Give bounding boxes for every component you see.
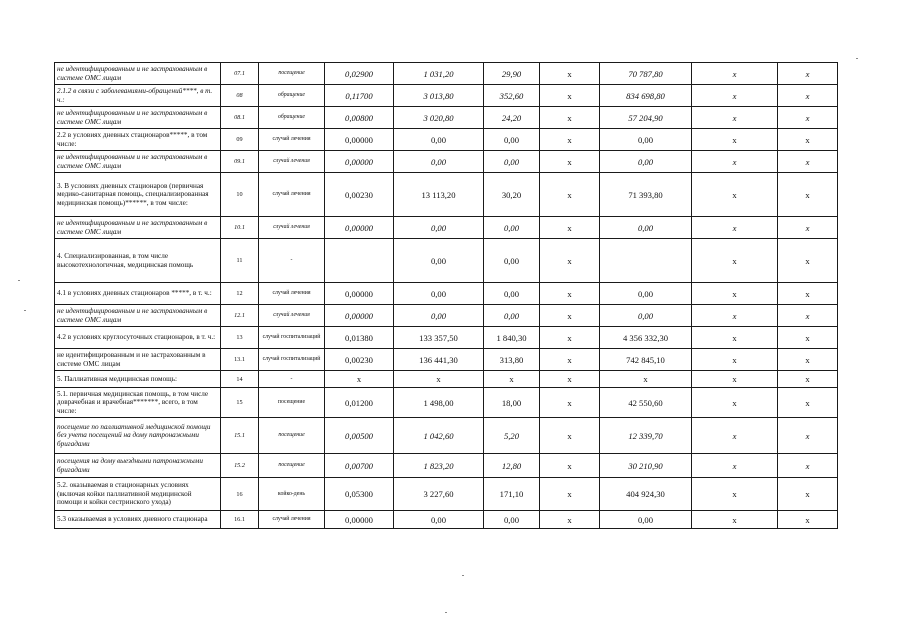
row-col9: х [692, 173, 778, 217]
row-code: 15 [221, 388, 259, 418]
row-name: 4. Специализированная, в том числе высокотехнологичная, медицинская помощь [55, 239, 221, 283]
row-col7: х [540, 478, 600, 511]
row-per-capita: 0,00 [484, 151, 540, 173]
row-code: 13.1 [221, 349, 259, 371]
table-row [55, 511, 838, 529]
row-col9: х [692, 151, 778, 173]
row-cost: 3 020,80 [394, 107, 484, 129]
row-norm: 0,00230 [325, 349, 394, 371]
scan-speck [18, 280, 20, 281]
row-col9: х [692, 217, 778, 239]
table-row [55, 305, 838, 327]
row-col7: х [540, 371, 600, 388]
row-unit: случай лечения [259, 283, 325, 305]
row-unit: случай лечения [259, 217, 325, 239]
row-col9: х [692, 371, 778, 388]
row-col9: х [692, 478, 778, 511]
row-name: 3. В условиях дневных стационаров (первичная медико-санитарная помощь, специализированная медицинская помощь)******, в том числе: [55, 173, 221, 217]
row-norm: 0,01200 [325, 388, 394, 418]
row-norm: х [325, 371, 394, 388]
row-code: 09 [221, 129, 259, 151]
row-unit: - [259, 239, 325, 283]
row-per-capita: 352,60 [484, 85, 540, 107]
table-row [55, 478, 838, 511]
row-col9: х [692, 283, 778, 305]
row-norm [325, 239, 394, 283]
row-total: 71 393,80 [600, 173, 692, 217]
row-unit: обращение [259, 107, 325, 129]
row-col9: х [692, 349, 778, 371]
row-cost: 0,00 [394, 151, 484, 173]
row-unit: случай лечения [259, 151, 325, 173]
row-col10: х [778, 217, 838, 239]
row-cost: 3 013,80 [394, 85, 484, 107]
table-row [55, 173, 838, 217]
row-cost: 0,00 [394, 239, 484, 283]
table-row [55, 107, 838, 129]
row-cost: 3 227,60 [394, 478, 484, 511]
row-name: 4.2 в условиях круглосуточных стационаров, в т. ч.: [55, 327, 221, 349]
row-cost: 0,00 [394, 217, 484, 239]
row-col7: х [540, 129, 600, 151]
row-cost: 0,00 [394, 129, 484, 151]
row-code: 11 [221, 239, 259, 283]
row-col7: х [540, 173, 600, 217]
row-col9: х [692, 305, 778, 327]
row-name: не идентифицированным и не застрахованным в системе ОМС лицам [55, 151, 221, 173]
row-name: 5.2. оказываемая в стационарных условиях (включая койки паллиативной медицинской помощи и койки сестринского ухода) [55, 478, 221, 511]
row-unit: случай госпитализаций [259, 327, 325, 349]
row-norm: 0,00000 [325, 511, 394, 529]
row-per-capita: 0,00 [484, 305, 540, 327]
table-row [55, 239, 838, 283]
table-body [55, 63, 838, 529]
row-unit: случай лечения [259, 305, 325, 327]
row-col10: х [778, 305, 838, 327]
row-code: 10.1 [221, 217, 259, 239]
row-unit: обращение [259, 85, 325, 107]
row-cost: 0,00 [394, 283, 484, 305]
row-col10: х [778, 478, 838, 511]
row-code: 16.1 [221, 511, 259, 529]
row-per-capita: 0,00 [484, 511, 540, 529]
row-total: 0,00 [600, 511, 692, 529]
row-cost: 13 113,20 [394, 173, 484, 217]
row-col10: х [778, 511, 838, 529]
row-total: 834 698,80 [600, 85, 692, 107]
row-norm: 0,00500 [325, 418, 394, 454]
row-cost: 1 042,60 [394, 418, 484, 454]
row-cost: 1 498,00 [394, 388, 484, 418]
table-row [55, 63, 838, 85]
row-col10: х [778, 418, 838, 454]
row-norm: 0,05300 [325, 478, 394, 511]
row-col9: х [692, 511, 778, 529]
scan-speck [462, 575, 464, 576]
row-unit: посещение [259, 418, 325, 454]
row-name: 5.1. первичная медицинская помощь, в том числе доврачебная и врачебная*******, всего, в том числе: [55, 388, 221, 418]
table-row [55, 283, 838, 305]
row-total: 742 845,10 [600, 349, 692, 371]
table-row [55, 371, 838, 388]
row-per-capita: 0,00 [484, 283, 540, 305]
row-total: 70 787,80 [600, 63, 692, 85]
row-per-capita: 0,00 [484, 239, 540, 283]
row-name: не идентифицированным и не застрахованным в системе ОМС лицам [55, 305, 221, 327]
row-col7: х [540, 239, 600, 283]
row-col10: х [778, 454, 838, 478]
row-total: 4 356 332,30 [600, 327, 692, 349]
row-col7: х [540, 349, 600, 371]
row-code: 08 [221, 85, 259, 107]
row-col7: х [540, 217, 600, 239]
row-name: не идентифицированным и не застрахованным в системе ОМС лицам [55, 217, 221, 239]
row-col9: х [692, 418, 778, 454]
row-code: 13 [221, 327, 259, 349]
row-code: 07.1 [221, 63, 259, 85]
row-col9: х [692, 239, 778, 283]
table-row [55, 217, 838, 239]
row-per-capita: 12,80 [484, 454, 540, 478]
row-unit: посещение [259, 63, 325, 85]
row-cost: 0,00 [394, 305, 484, 327]
row-col7: х [540, 63, 600, 85]
row-unit: случай госпитализаций [259, 349, 325, 371]
row-col10: х [778, 283, 838, 305]
scan-speck [445, 612, 447, 613]
row-total: 404 924,30 [600, 478, 692, 511]
scan-speck [856, 58, 858, 59]
table-row [55, 349, 838, 371]
row-per-capita: х [484, 371, 540, 388]
row-name: не идентифицированным и не застрахованным в системе ОМС лицам [55, 107, 221, 129]
row-col10: х [778, 349, 838, 371]
row-norm: 0,00000 [325, 283, 394, 305]
row-unit: посещение [259, 454, 325, 478]
row-total: 0,00 [600, 217, 692, 239]
row-col7: х [540, 388, 600, 418]
row-unit: - [259, 371, 325, 388]
row-cost: 0,00 [394, 511, 484, 529]
row-per-capita: 0,00 [484, 129, 540, 151]
row-unit: случай лечения [259, 129, 325, 151]
table-row [55, 327, 838, 349]
row-col7: х [540, 327, 600, 349]
row-per-capita: 1 840,30 [484, 327, 540, 349]
row-total: 30 210,90 [600, 454, 692, 478]
row-per-capita: 171,10 [484, 478, 540, 511]
row-cost: 136 441,30 [394, 349, 484, 371]
row-col9: х [692, 129, 778, 151]
row-total: 57 204,90 [600, 107, 692, 129]
row-cost: 133 357,50 [394, 327, 484, 349]
row-total: 0,00 [600, 283, 692, 305]
row-per-capita: 313,80 [484, 349, 540, 371]
row-col9: х [692, 107, 778, 129]
row-col7: х [540, 283, 600, 305]
row-norm: 0,01380 [325, 327, 394, 349]
row-col10: х [778, 327, 838, 349]
financing-table [54, 62, 838, 529]
row-col10: х [778, 63, 838, 85]
table-row [55, 454, 838, 478]
row-name: 2.1.2 в связи с заболеваниями-обращений****, в т. ч.: [55, 85, 221, 107]
row-total: 0,00 [600, 151, 692, 173]
row-code: 14 [221, 371, 259, 388]
row-code: 15.2 [221, 454, 259, 478]
row-col10: х [778, 129, 838, 151]
row-cost: 1 031,20 [394, 63, 484, 85]
row-col7: х [540, 511, 600, 529]
row-col7: х [540, 418, 600, 454]
row-col9: х [692, 63, 778, 85]
row-col9: х [692, 454, 778, 478]
row-norm: 0,00230 [325, 173, 394, 217]
row-code: 09.1 [221, 151, 259, 173]
row-cost: х [394, 371, 484, 388]
row-per-capita: 29,90 [484, 63, 540, 85]
row-code: 10 [221, 173, 259, 217]
row-col7: х [540, 107, 600, 129]
table-row [55, 418, 838, 454]
row-col10: х [778, 388, 838, 418]
row-name: 5.3 оказываемая в условиях дневного стационара [55, 511, 221, 529]
row-col10: х [778, 107, 838, 129]
row-total: х [600, 371, 692, 388]
row-norm: 0,00700 [325, 454, 394, 478]
row-name: посещения на дому выездными патронажными бригадами [55, 454, 221, 478]
row-norm: 0,00000 [325, 217, 394, 239]
row-col10: х [778, 239, 838, 283]
row-name: 2.2 в условиях дневных стационаров*****, в том числе: [55, 129, 221, 151]
row-norm: 0,02900 [325, 63, 394, 85]
row-norm: 0,00800 [325, 107, 394, 129]
row-norm: 0,00000 [325, 305, 394, 327]
row-col10: х [778, 85, 838, 107]
row-code: 15.1 [221, 418, 259, 454]
row-total: 0,00 [600, 129, 692, 151]
row-unit: посещение [259, 388, 325, 418]
row-per-capita: 30,20 [484, 173, 540, 217]
row-col10: х [778, 151, 838, 173]
row-total [600, 239, 692, 283]
row-norm: 0,11700 [325, 85, 394, 107]
table-row [55, 388, 838, 418]
row-unit: койко-день [259, 478, 325, 511]
row-total: 0,00 [600, 305, 692, 327]
row-name: 5. Паллиативная медицинская помощь: [55, 371, 221, 388]
row-code: 16 [221, 478, 259, 511]
row-total: 42 550,60 [600, 388, 692, 418]
row-total: 12 339,70 [600, 418, 692, 454]
row-col9: х [692, 327, 778, 349]
row-col10: х [778, 371, 838, 388]
row-per-capita: 0,00 [484, 217, 540, 239]
row-col7: х [540, 305, 600, 327]
row-col7: х [540, 85, 600, 107]
row-col7: х [540, 151, 600, 173]
row-per-capita: 5,20 [484, 418, 540, 454]
row-norm: 0,00000 [325, 129, 394, 151]
row-col10: х [778, 173, 838, 217]
row-name: посещение по паллиативной медицинской помощи без учета посещений на дому патронажными бригадами [55, 418, 221, 454]
row-per-capita: 18,00 [484, 388, 540, 418]
row-code: 08.1 [221, 107, 259, 129]
row-name: не идентифицированным и не застрахованным в системе ОМС лицам [55, 349, 221, 371]
row-name: не идентифицированным и не застрахованным в системе ОМС лицам [55, 63, 221, 85]
row-unit: случай лечения [259, 511, 325, 529]
row-cost: 1 823,20 [394, 454, 484, 478]
table-row [55, 85, 838, 107]
row-norm: 0,00000 [325, 151, 394, 173]
row-code: 12.1 [221, 305, 259, 327]
row-col9: х [692, 85, 778, 107]
row-col9: х [692, 388, 778, 418]
scan-speck [24, 310, 26, 311]
table-row [55, 129, 838, 151]
table-row [55, 151, 838, 173]
row-name: 4.1 в условиях дневных стационаров *****, в т. ч.: [55, 283, 221, 305]
row-col7: х [540, 454, 600, 478]
row-unit: случай лечения [259, 173, 325, 217]
row-code: 12 [221, 283, 259, 305]
row-per-capita: 24,20 [484, 107, 540, 129]
